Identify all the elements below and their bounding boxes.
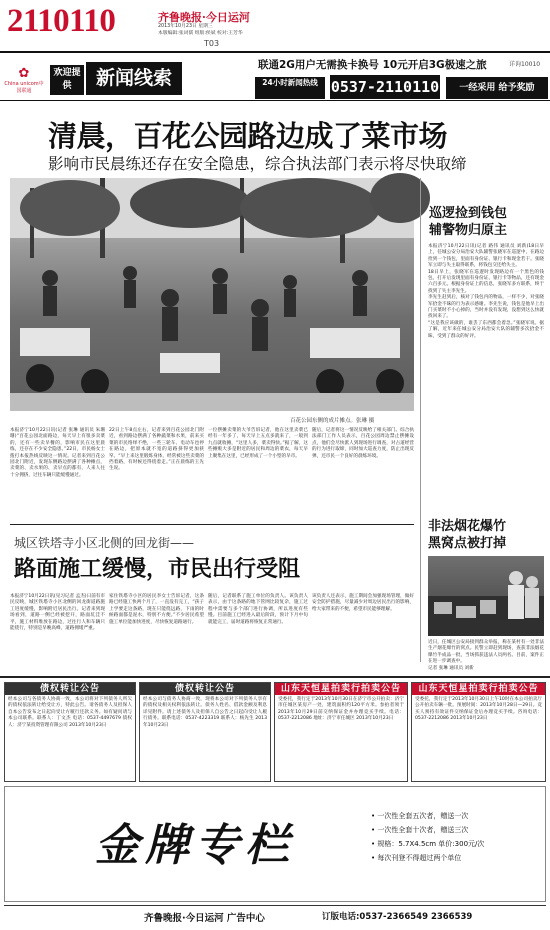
ad-box-1 xyxy=(4,682,136,782)
side2-headline-line1: 非法烟花爆竹 xyxy=(428,519,507,534)
side1-headline-line2: 辅警物归原主 xyxy=(429,223,508,238)
jinpai-bullet: • 每次刊登不得超过两个单位 xyxy=(371,854,462,862)
banner-tail: 一经采用 给予奖励 xyxy=(446,77,548,99)
jinpai-title: 金牌专栏 xyxy=(95,820,295,871)
second-headline: 路面施工缓慢，市民出行受阻 xyxy=(14,557,301,582)
fireworks-seizure-image xyxy=(428,556,544,636)
footer-phone: 订版电话:0537-2366549 2366539 xyxy=(322,912,473,922)
second-paragraph: 家住铁塔寺小区的居民李女士告诉记者，这条路已经施工快两个月了，一直没有完工，“孩子上学要走这条路，现在只能绕远路，下雨的时候路面都是泥水，特别不方便。”不少居民希望施工单位能加快进度，尽快恢复道路通行。 xyxy=(109,594,204,625)
unicom-text: China unicom中国联通 xyxy=(4,81,44,94)
lead-photo-caption: 百花公园东侧的成片摊点。张琳 摄 xyxy=(290,418,375,424)
jinpai-bullets xyxy=(371,809,484,865)
second-paragraph: 该负责人还表示，施工期间会加强现场管理，做好安全防护措施，尽量减少对周边居民出行的影响，给大家带来的不便，希望市民能够理解。 xyxy=(312,594,414,612)
bullet-icon: • xyxy=(371,854,378,862)
side2-headline xyxy=(428,518,506,552)
hotline-banner xyxy=(0,51,550,101)
banner-hotline: 0537-2110110 xyxy=(330,75,440,99)
banner-promo: 联通2G用户无需换卡换号 10元开启3G极速之旅 xyxy=(258,59,487,71)
ad-box-2 xyxy=(139,682,271,782)
bullet-icon: • xyxy=(371,812,378,820)
ad-title: 债权转让公告 xyxy=(140,683,270,695)
ad-body: 经本公司与债务人协商一致，现将本公司对下列债务人享有的债权及相关权利依法转让。债务人姓名、借款金额及利息详见附件。请上述债务人及担保人自公告之日起向受让人履行债务。联系电话：0537-4223319 联系人：杨先生 2013年10月23日 xyxy=(143,697,267,728)
second-paragraph: 随后，记者联系了施工单位的负责人。该负责人表示，由于这条路的地下管网比较复杂，施工过程中需要与多个部门进行协调，所以进度有些慢。目前施工已经进入最后阶段，预计下月中旬就能完工，届时道路将恢复正常通行。 xyxy=(208,594,308,625)
page-footer xyxy=(4,905,546,925)
logo-text: 齐鲁晚报 xyxy=(158,11,202,24)
masthead-hotline-number: 2110110 xyxy=(7,3,116,39)
lead-photo xyxy=(10,178,414,411)
lead-subhead: 影响市民晨练还存在安全隐患，综合执法部门表示将尽快取缔 xyxy=(48,155,467,173)
banner-welcome: 欢迎提供 xyxy=(50,65,84,95)
logo-sub: 今日运河 xyxy=(205,11,250,24)
second-paragraph: 本报济宁10月22日讯(见习记者 孟杰)日前有市民反映，城区铁塔寺小区北侧的回龙街道路施工进度缓慢，影响附近居民出行。记者来到现场看到，道路一侧已经被挖开，路面坑洼不平，施工材料堆放在路边，过往行人和车辆只能绕行，特别是早晚高峰，道路拥堵严重。 xyxy=(10,594,105,632)
ad-box-4 xyxy=(411,682,546,782)
lead-headline: 清晨，百花公园路边成了菜市场 xyxy=(48,119,448,153)
lead-body-col-3 xyxy=(208,428,308,522)
meta-editors: 本版编辑:张词儒 组版:侯斌 校对:王芳华 xyxy=(158,30,243,36)
jinpai-bullet: • 一次性全套五次者，赠送一次 xyxy=(371,812,469,820)
masthead-meta xyxy=(158,24,243,37)
lead-body-col-2 xyxy=(109,428,204,522)
masthead-logo: 齐鲁晚报·今日运河 xyxy=(158,11,250,24)
second-kicker: 城区铁塔寺小区北侧的回龙街—— xyxy=(14,536,195,550)
unicom-logo xyxy=(4,57,44,97)
side1-headline xyxy=(429,205,507,239)
ad-body: 受委托，我行定于2013年10月30日在济宁市公开拍卖：济宁市任城区某房产一处，建筑面积约120平方米。参拍者须于2013年10月29日前交纳保证金并办理竞买手续。电话：0537-2212086 地址：济宁市任城区 2013年10月23日 xyxy=(278,697,404,722)
banner-column-title: 新闻线索 xyxy=(86,62,182,95)
unicom-icon: ✿ xyxy=(18,66,30,81)
side1-paragraph: 李先生赶到后，核对了钱包内的物品，一样不少，对张晓军拾金不昧的行为表示感谢。李先生说，钱包是他早上出门买菜时不小心掉的，当时并没有发现，没想到这么快就找回来了。 xyxy=(428,295,544,320)
ad-title: 山东天恒星拍卖行拍卖公告 xyxy=(275,683,407,695)
side2-byline: 记者 张琳 通讯员 刘新 xyxy=(428,665,474,671)
side1-headline-line1: 巡逻捡到钱包 xyxy=(429,206,508,221)
side1-paragraph: 18日早上，张晓军在巡逻时发现路边有一个黑色的钱包，打开后发现里面有身份证、银行卡等物品，还有现金六百多元。根据身份证上的信息，张晓军多方联系，终于找到了失主李先生。 xyxy=(428,269,544,294)
side2-paragraph: 近日，任城区公安局接到群众举报，称在某村有一处非法生产烟花爆竹的窝点。民警立即赶到现场，查获非法烟花爆竹半成品一批，当场抓获违法人员两名。目前，案件正在进一步调查中。 xyxy=(428,640,544,665)
bullet-icon: • xyxy=(371,840,378,848)
banner-promo-note: 详询10010 xyxy=(509,61,541,68)
side-divider xyxy=(420,178,421,662)
ads-top-rule xyxy=(0,676,550,678)
jinpai-column-box xyxy=(4,786,546,902)
side1-paragraph: “这是我应该做的，谁丢了东西都会着急。”张晓军说。据了解，近年来任城公安分局治安大队的辅警多次拾金不昧，受到了群众的好评。 xyxy=(428,320,544,339)
side1-body xyxy=(428,244,544,512)
ad-box-3 xyxy=(274,682,408,782)
ad-body: 经本公司与各债务人协商一致，本公司将对下列债务人所欠的债权依法转让给受让方，特此公告。请各债务人及担保人自本公告发布之日起向受让方履行还款义务。如有疑问请与本公司联系。联系人：丁文杰 电话：0537-4497679 债权人：济宁某投资管理有限公司 2013年10月23日 xyxy=(8,697,132,728)
jinpai-bullet: • 一次性全套十次者，赠送三次 xyxy=(371,826,469,834)
meta-date: 2013年10月23日 星期三 xyxy=(158,24,213,29)
side1-paragraph: 本报济宁10月22日讯(记者 路伟 通讯员 刘新)18日早上，任城公安分局治安大队辅警张晓军在巡逻中，在路边捡到一个钱包，里面有身份证、银行卡和现金若干。张晓军立即与失主取得联系，将钱包交还给失主。 xyxy=(428,244,544,269)
footer-left: 齐鲁晚报·今日运河 广告中心 xyxy=(144,913,265,924)
lead-body-col-4 xyxy=(312,428,414,522)
jinpai-bullet: • 规格：5.7X4.5cm 单价:300元/次 xyxy=(371,840,485,848)
side2-headline-line2: 黑窝点被打掉 xyxy=(428,536,507,551)
lead-paragraph: 随后，记者将这一情况反映给了相关部门。综合执法部门工作人员表示，百花公园周边禁止摆摊设点，他们会尽快派人到现场进行调查，对占道经营的行为进行取缔，同时加大巡查力度，防止出现反弹，还市民一个良好的晨练环境。 xyxy=(312,428,414,459)
banner-hours: 24小时新闻热线 xyxy=(255,77,325,99)
second-body-col-3 xyxy=(208,594,308,666)
side2-body xyxy=(428,640,544,671)
ad-title: 债权转让公告 xyxy=(5,683,135,695)
lead-paragraph: 22日上午8点左右，记者来到百花公园北门附近，看到路边摆满了各种蔬菜和水果，前来买菜的市民络绎不绝，一些三轮车、电动车也停在路边，把原本就不宽的道路挤得更加狭窄。“早上来这里锻炼身体，经常被这些卖菜的挡着路，有时候还得绕着走。”正在晨练的王先生说。 xyxy=(109,428,204,472)
second-body-col-4 xyxy=(312,594,414,666)
side2-photo xyxy=(428,556,544,636)
lead-body-col-1 xyxy=(10,428,105,522)
page-number: T03 xyxy=(204,39,220,48)
section-rule xyxy=(10,524,414,525)
market-scene-image xyxy=(10,178,414,411)
bullet-icon: • xyxy=(371,826,378,834)
lead-paragraph: 一位摆摊卖菜的大爷告诉记者，他在这里卖菜已经有一年多了，每天早上五点多就来了，一般到九点就收摊，“这里人多，菜卖得快。”据了解，这些摊贩大多是附近的居民和周边的菜农，每天早上聚集在这里，已经形成了一个小型的早市。 xyxy=(208,428,308,459)
lead-paragraph: 本报济宁10月22日讯(记者 张琳 通讯员 朱珊珊)“百花公园北面路边，每天早上有很多卖菜的，还有一些卖早餐的，影响市民在这里晨练，还存在不少安全隐患。”22日，市民杨女士拨打本报热线反映这一情况。记者来到百花公园北门附近，发现东侧路边摆满了各种摊点，卖菜的、卖水果的、卖早点的都有，人来人往十分拥挤，过往车辆只能缓慢通过。 xyxy=(10,428,105,478)
second-body-col-2 xyxy=(109,594,204,666)
ad-title: 山东天恒星拍卖行拍卖公告 xyxy=(412,683,545,695)
ad-body: 受委托，我行定于2013年10月30日上午10时在本公司拍卖厅公开拍卖车辆一批。预展时间：2013年10月28日—29日。竞买人须持有效证件交纳保证金后办理竞买手续。咨询电话：0537-2212086 2013年10月23日 xyxy=(415,697,542,722)
second-body-col-1 xyxy=(10,594,105,666)
